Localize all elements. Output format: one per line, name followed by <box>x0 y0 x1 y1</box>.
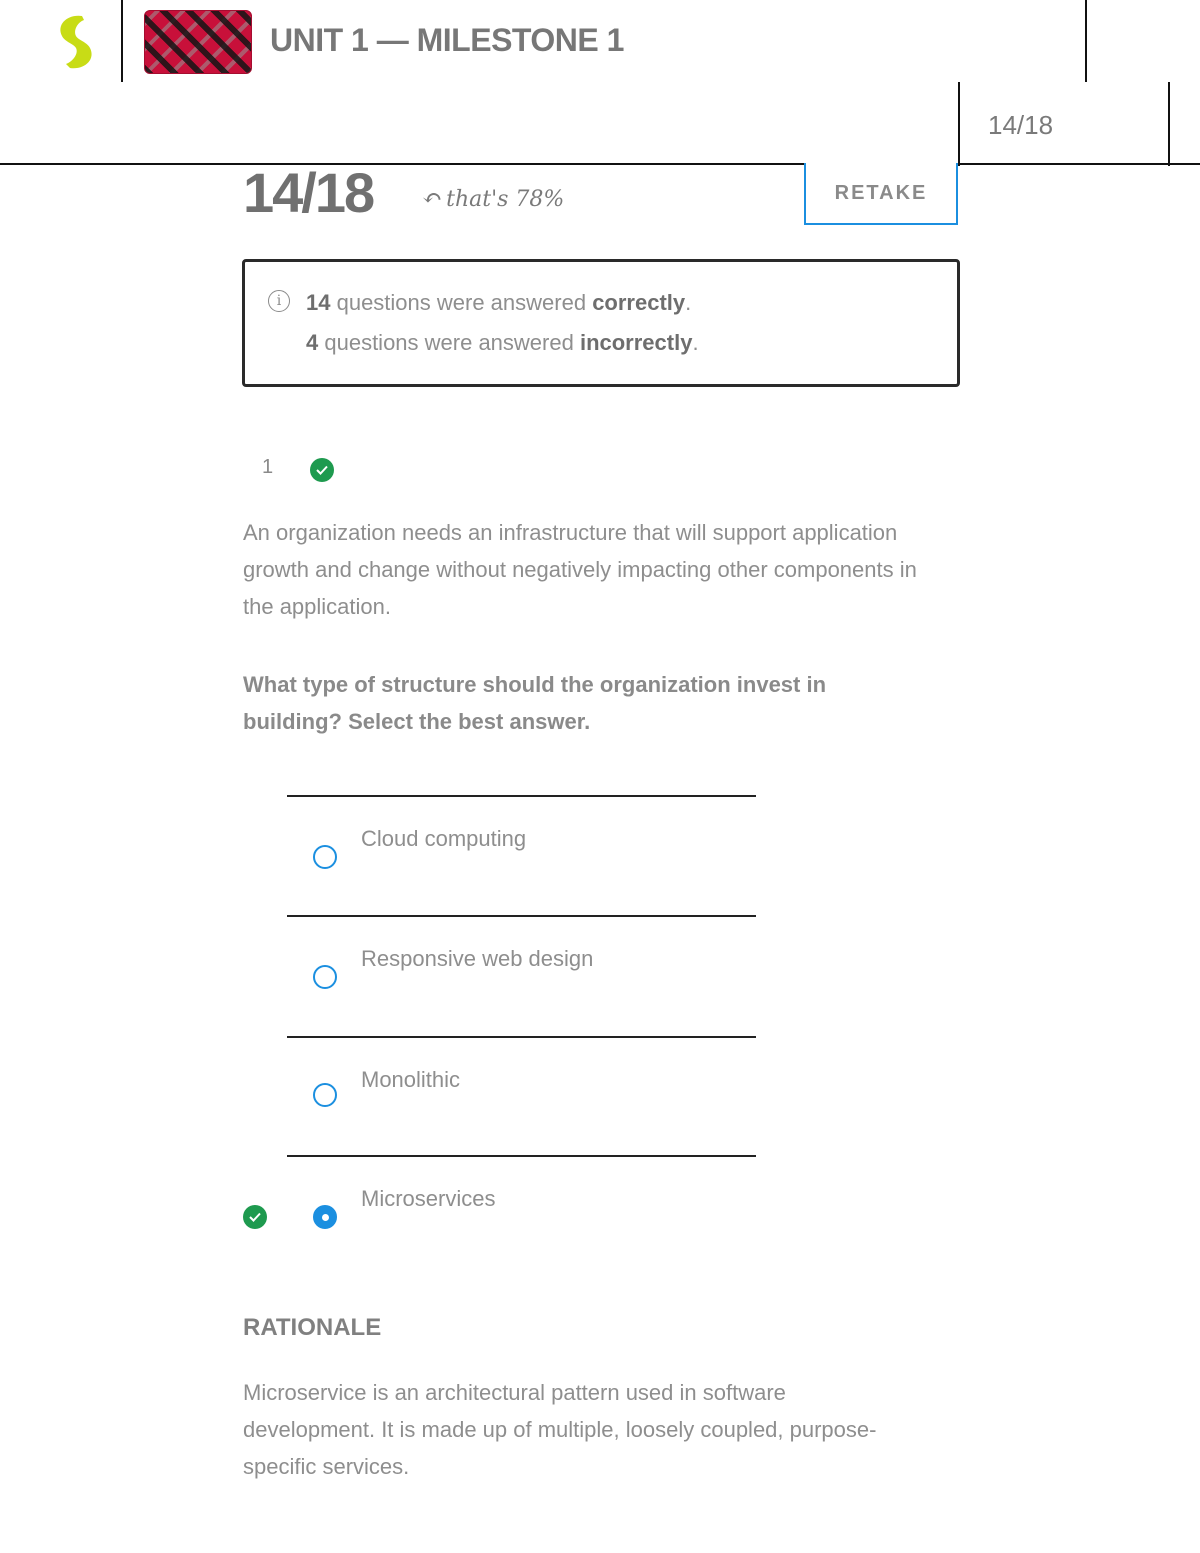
info-icon: i <box>268 290 290 312</box>
option-label[interactable]: Monolithic <box>361 1067 461 1092</box>
summary-text: questions were answered <box>330 290 593 315</box>
summary-period: . <box>692 330 699 355</box>
option-label[interactable]: Microservices <box>361 1186 496 1211</box>
question-prompt: An organization needs an infrastructure that will support application growth and change without negatively impacting other components in the application. <box>243 520 917 619</box>
curved-arrow-icon: ↶ <box>422 184 443 212</box>
option-divider <box>287 795 756 797</box>
header-bottom-border <box>0 163 1200 165</box>
score-panel-left-border <box>958 82 960 166</box>
score-total: 14/18 <box>243 161 374 224</box>
course-thumbnail <box>144 10 252 74</box>
score-panel-right-border <box>1168 82 1170 166</box>
header-divider-right <box>1085 0 1087 82</box>
option-radio-monolithic[interactable] <box>313 1083 337 1107</box>
score-indicator: 14/18 <box>988 110 1054 140</box>
option-label[interactable]: Cloud computing <box>361 826 527 851</box>
correct-count: 14 <box>306 290 331 315</box>
summary-correct-line <box>306 290 691 316</box>
rationale-heading: RATIONALE <box>243 1314 382 1341</box>
page-title: UNIT 1 — MILESTONE 1 <box>270 22 624 58</box>
rationale-text: Microservice is an architectural pattern used in software development. It is made up of multiple, loosely coupled, purpose-specific services. <box>243 1380 877 1479</box>
option-divider <box>287 915 756 917</box>
option-radio-cloud-computing[interactable] <box>313 845 337 869</box>
retake-button[interactable]: RETAKE <box>804 163 958 225</box>
incorrect-word: incorrectly <box>579 330 693 355</box>
question-text: What type of structure should the organization invest in building? Select the best answer. <box>243 672 827 734</box>
option-divider <box>287 1155 756 1157</box>
correct-answer-check-icon <box>243 1205 267 1229</box>
summary-text: questions were answered <box>318 330 580 355</box>
option-label[interactable]: Responsive web design <box>361 946 594 971</box>
header-divider <box>121 0 123 82</box>
results-summary-box <box>242 259 960 387</box>
correct-check-icon <box>310 458 334 482</box>
score-annotation <box>422 184 564 212</box>
option-divider <box>287 1036 756 1038</box>
summary-incorrect-line <box>306 330 699 356</box>
score-annotation-text: that's 78% <box>446 187 565 212</box>
option-radio-microservices[interactable] <box>313 1205 337 1229</box>
incorrect-count: 4 <box>306 330 319 355</box>
option-radio-responsive-web-design[interactable] <box>313 965 337 989</box>
summary-period: . <box>685 290 692 315</box>
sophia-logo-icon[interactable] <box>52 14 100 70</box>
question-number: 1 <box>262 456 274 478</box>
correct-word: correctly <box>592 290 686 315</box>
